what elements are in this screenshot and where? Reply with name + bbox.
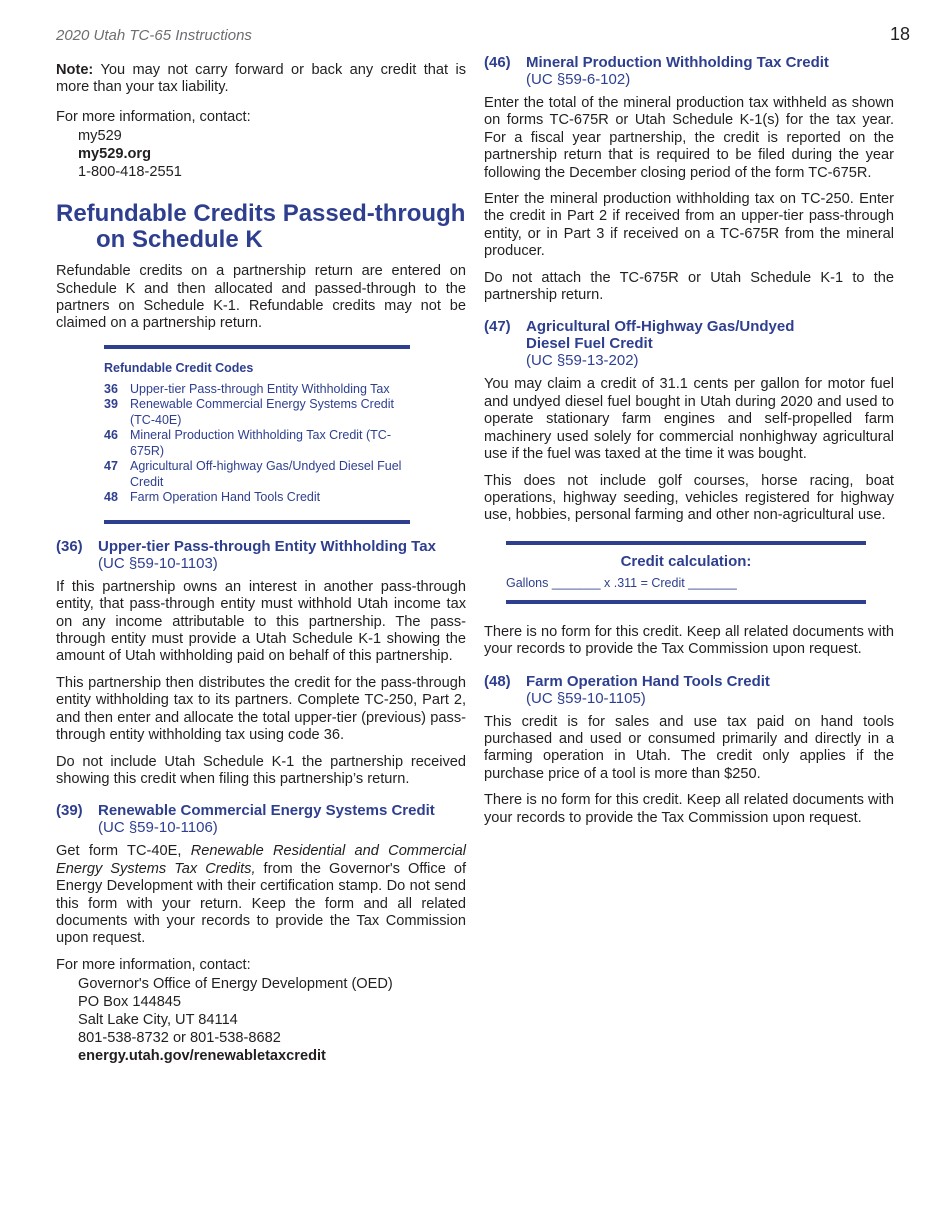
- section-heading: Mineral Production Withholding Tax Credit: [526, 54, 829, 71]
- codes-title: Refundable Credit Codes: [104, 360, 254, 375]
- credit-calculation-box: [506, 541, 866, 604]
- section-reference: (UC §59-10-1103): [98, 554, 218, 572]
- section-number: (39): [56, 802, 83, 820]
- page-number: 18: [889, 24, 910, 44]
- code-number: 36: [104, 381, 118, 396]
- section-47-paragraph-2: This does not include golf courses, horse racing, boat operations, highway seeding, vehicles registered for highway use, hobbies, personal farming and other non-agricultural use.: [484, 472, 894, 524]
- section-number: (46): [484, 54, 511, 71]
- section-36-heading: [56, 538, 466, 572]
- section-heading-line2: Diesel Fuel Credit: [526, 335, 653, 353]
- code-text: Upper-tier Pass-through Entity Withholding Tax: [130, 381, 390, 396]
- code-number: 39: [104, 397, 118, 412]
- section-number: (48): [484, 672, 511, 690]
- form-title: Renewable Residential and Commercial Energy Systems Tax Credits,: [56, 843, 466, 877]
- code-text: Agricultural Off-highway Gas/Undyed Diesel Fuel Credit: [130, 459, 402, 489]
- section-36-paragraph-3: Do not include Utah Schedule K-1 the partnership received showing this credit when filing this partnership’s return.: [56, 753, 466, 787]
- calc-formula: Gallons _______ x .311 = Credit _______: [506, 575, 737, 590]
- intro-paragraph: Refundable credits on a partnership return are entered on Schedule K and then allocated and passed-through to the partners on Schedule K-1. Refundable credits may not be claimed on a partnership return.: [56, 263, 466, 332]
- code-row: [104, 459, 410, 490]
- section-reference: (UC §59-10-1105): [526, 689, 646, 707]
- note-text: You may not carry forward or back any credit that is more than your tax liability.: [56, 62, 466, 96]
- section-46-paragraph-1: Enter the total of the mineral production tax withheld as shown on forms TC-675R or Utah Schedule K-1(s) for the tax year. For a fiscal year partnership, the credit is reported on the partnership return that is required to be filed during the year following the December closing period of the form TC-675R.: [484, 95, 894, 181]
- section-46-heading: [484, 54, 894, 88]
- section-39-paragraph-1: [56, 843, 466, 947]
- section-48-paragraph-1: This credit is for sales and use tax paid on hand tools purchased and used or consumed primarily and directly in a farming operation in Utah. The credit only applies if the purchase price of a tool is more than $250.: [484, 713, 894, 782]
- right-column: [484, 54, 894, 836]
- section-title: [56, 201, 466, 253]
- refundable-credit-codes-box: [104, 345, 410, 524]
- section-number: (36): [56, 537, 83, 555]
- section-36-paragraph-1: If this partnership owns an interest in another pass-through entity, that pass-through entity must withhold Utah income tax on any income attributable to this partnership. The pass-through entity must provide a Utah Schedule K-1 showing the amount of Utah withholding paid on behalf of this partnership.: [56, 578, 466, 665]
- left-column: [56, 62, 466, 1077]
- note-paragraph: [56, 62, 466, 97]
- text-run: from the Governor's Office of Energy Development with their certification stamp. Do not send this form with your return. Keep the form and all related documents with your records to provide the Tax Commission upon request.: [56, 860, 466, 947]
- contact-line: 801-538-8732 or 801-538-8682: [78, 1030, 281, 1047]
- section-heading: Renewable Commercial Energy Systems Credit: [98, 802, 435, 820]
- code-text: Mineral Production Withholding Tax Credit (TC-675R): [130, 428, 391, 458]
- section-47-heading: [484, 318, 894, 369]
- section-heading: Agricultural Off-Highway Gas/Undyed: [526, 318, 795, 336]
- oed-contact: [78, 975, 466, 1065]
- code-number: 46: [104, 428, 118, 443]
- contact-line: PO Box 144845: [78, 994, 182, 1011]
- contact-line: Governor's Office of Energy Development (OED): [78, 976, 393, 993]
- section-48-paragraph-2: There is no form for this credit. Keep all related documents with your records to provide the Tax Commission upon request.: [484, 792, 894, 826]
- section-reference: (UC §59-13-202): [526, 352, 639, 370]
- code-row: [104, 490, 410, 506]
- section-heading: Farm Operation Hand Tools Credit: [526, 672, 770, 690]
- section-47-paragraph-3: There is no form for this credit. Keep all related documents with your records to provide the Tax Commission upon request.: [484, 623, 894, 658]
- document-title: 2020 Utah TC-65 Instructions: [56, 27, 252, 44]
- contact-website: energy.utah.gov/renewabletaxcredit: [78, 1048, 326, 1065]
- code-row: [104, 428, 410, 459]
- calc-title: Credit calculation:: [620, 552, 752, 570]
- code-number: 47: [104, 459, 118, 474]
- section-heading: Upper-tier Pass-through Entity Withholding Tax: [98, 537, 436, 555]
- section-46-paragraph-3: Do not attach the TC-675R or Utah Schedule K-1 to the partnership return.: [484, 269, 894, 304]
- contact-website: my529.org: [78, 146, 152, 163]
- contact-intro: For more information, contact:: [56, 108, 251, 125]
- contact-line: Salt Lake City, UT 84114: [78, 1012, 238, 1029]
- section-reference: (UC §59-10-1106): [98, 819, 218, 837]
- my529-contact: [78, 127, 466, 181]
- code-row: [104, 397, 410, 428]
- note-label: Note:: [56, 62, 94, 78]
- text-run: Get form TC-40E,: [56, 843, 191, 860]
- section-47-paragraph-1: You may claim a credit of 31.1 cents per gallon for motor fuel and undyed diesel fuel bought in Utah during 2020 and used to operate stationary farm engines and self-propelled farm machinery used solely for commercial nonhighway agricultural use if the fuel was taxed at the time it was bought.: [484, 376, 894, 463]
- contact-phone: 1-800-418-2551: [78, 164, 182, 181]
- section-48-heading: [484, 673, 894, 707]
- section-46-paragraph-2: Enter the mineral production withholding tax on TC-250. Enter the credit in Part 2 if received from an upper-tier pass-through entity, or in Part 3 if received on a TC-675R from the mineral producer.: [484, 191, 894, 260]
- section-reference: (UC §59-6-102): [526, 71, 631, 88]
- contact-name: my529: [78, 128, 122, 145]
- section-title-line1: Refundable Credits Passed-through: [56, 200, 466, 228]
- section-36-paragraph-2: This partnership then distributes the credit for the pass-through entity withholding tax to its partners. Complete TC-250, Part 2, and then enter and allocate the total upper-tier (previous) pass-through entity withholding tax using code 36.: [56, 674, 466, 744]
- code-text: Renewable Commercial Energy Systems Credit (TC-40E): [130, 397, 394, 427]
- oed-contact-intro: For more information, contact:: [56, 956, 251, 973]
- code-row: [104, 382, 410, 398]
- section-title-line2: on Schedule K: [96, 226, 263, 254]
- section-39-heading: [56, 802, 466, 836]
- code-text: Farm Operation Hand Tools Credit: [130, 490, 321, 505]
- section-number: (47): [484, 318, 511, 336]
- code-number: 48: [104, 490, 118, 505]
